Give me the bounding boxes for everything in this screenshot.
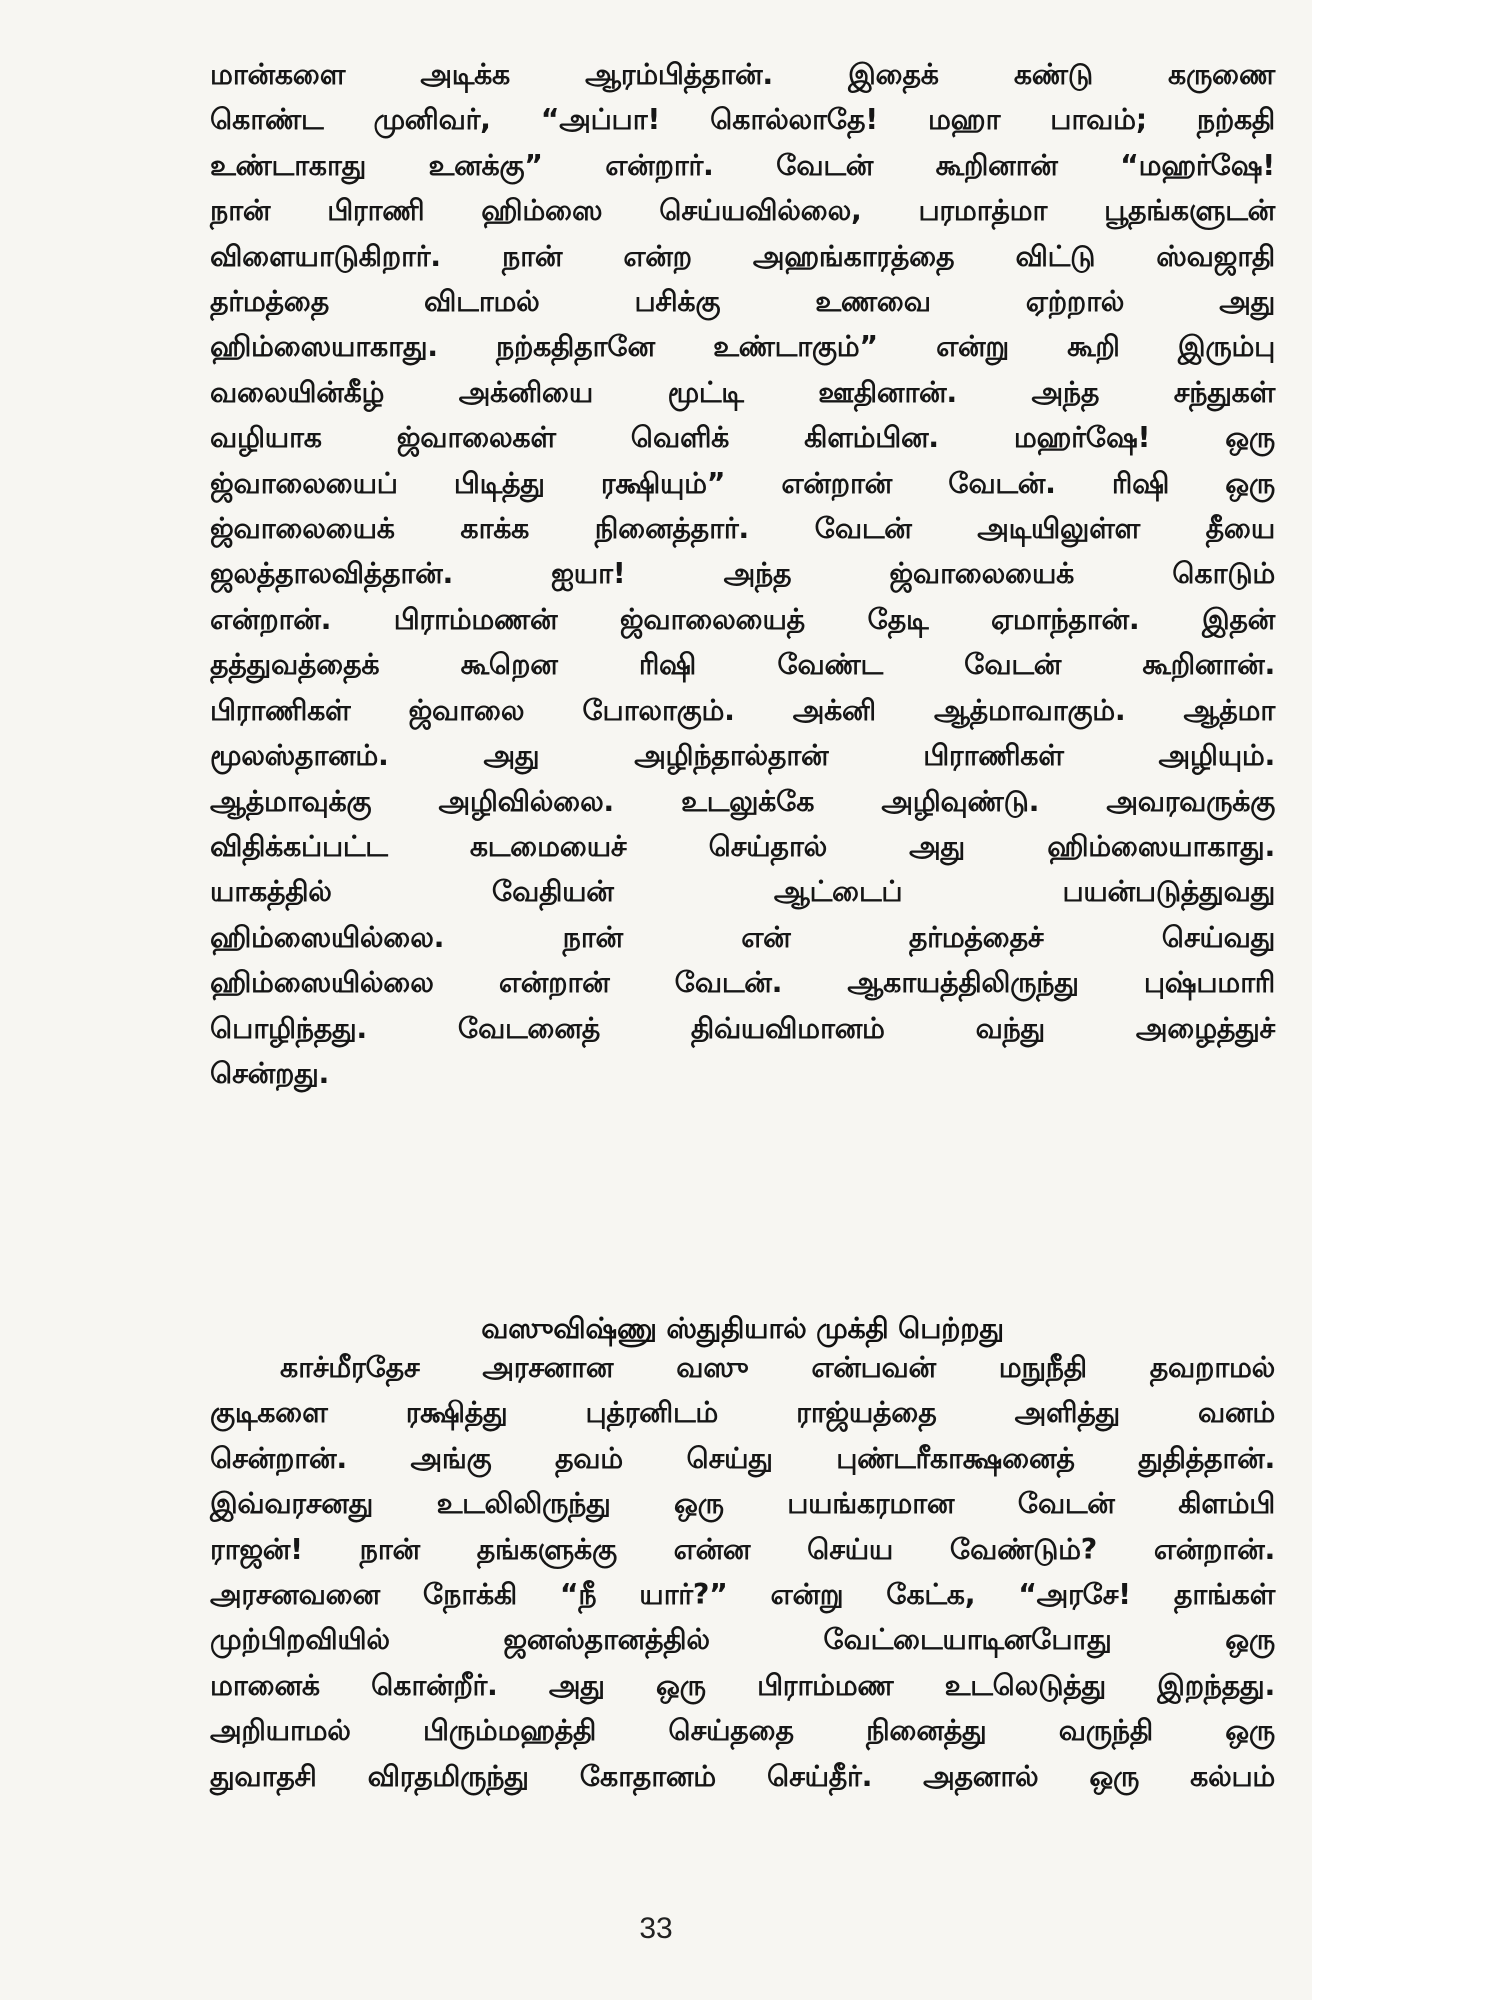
text-line: காச்மீரதேச அரசனான வஸு என்பவன் மநுநீதி தவறாமல் <box>280 1351 1275 1384</box>
text-line: வலையின்கீழ் அக்னியை மூட்டி ஊதினான். அந்த சந்துகள் <box>210 375 1275 409</box>
text-line: ஹிம்ஸையில்லை என்றான் வேடன். ஆகாயத்திலிருந்து புஷ்பமாரி <box>210 966 1275 1000</box>
text-line: சென்றது. <box>210 1056 330 1090</box>
text-line: ஜலத்தாலவித்தான். ஐயா! அந்த ஜ்வாலையைக் கொடும் <box>210 557 1275 591</box>
text-line: மானைக் கொன்றீர். அது ஒரு பிராம்மண உடலெடுத்து இறந்தது. <box>210 1668 1275 1702</box>
section-heading: வஸுவிஷ்ணு ஸ்துதியால் முக்தி பெற்றது <box>481 1312 1004 1345</box>
text-line: ஹிம்ஸையாகாது. நற்கதிதானே உண்டாகும்” என்று கூறி இரும்பு <box>210 330 1275 364</box>
text-line: மூலஸ்தானம். அது அழிந்தால்தான் பிராணிகள் அழியும். <box>210 739 1275 773</box>
text-line: பொழிந்தது. வேடனைத் திவ்யவிமானம் வந்து அழைத்துச் <box>210 1011 1275 1045</box>
text-line: ஹிம்ஸையில்லை. நான் என் தர்மத்தைச் செய்வது <box>210 920 1275 954</box>
text-line: ஜ்வாலையைக் காக்க நினைத்தார். வேடன் அடியிலுள்ள தீயை <box>210 512 1275 546</box>
text-line: விளையாடுகிறார். நான் என்ற அஹங்காரத்தை விட்டு ஸ்வஜாதி <box>210 239 1275 273</box>
text-line: இவ்வரசனது உடலிலிருந்து ஒரு பயங்கரமான வேடன் கிளம்பி <box>210 1487 1275 1521</box>
text-line: யாகத்தில் வேதியன் ஆட்டைப் பயன்படுத்துவது <box>210 875 1275 909</box>
text-line: சென்றான். அங்கு தவம் செய்து புண்டரீகாக்ஷனைத் துதித்தான். <box>210 1441 1275 1475</box>
text-line: ராஜன்! நான் தங்களுக்கு என்ன செய்ய வேண்டும்? என்றான். <box>210 1532 1275 1566</box>
text-line: வழியாக ஜ்வாலைகள் வெளிக் கிளம்பின. மஹர்ஷே! ஒரு <box>210 421 1275 455</box>
paragraph-1 <box>210 52 1275 1096</box>
text-line: நான் பிராணி ஹிம்ஸை செய்யவில்லை, பரமாத்மா பூதங்களுடன் <box>210 194 1275 228</box>
text-line: விதிக்கப்பட்ட கடமையைச் செய்தால் அது ஹிம்ஸையாகாது. <box>210 829 1275 863</box>
text-line: தர்மத்தை விடாமல் பசிக்கு உணவை ஏற்றால் அது <box>210 285 1275 319</box>
text-line: என்றான். பிராம்மணன் ஜ்வாலையைத் தேடி ஏமாந்தான். இதன் <box>210 602 1275 636</box>
text-line: ஜ்வாலையைப் பிடித்து ரக்ஷியும்” என்றான் வேடன். ரிஷி ஒரு <box>210 466 1275 500</box>
text-line: உண்டாகாது உனக்கு” என்றார். வேடன் கூறினான் “மஹர்ஷே! <box>210 148 1275 182</box>
text-line: மான்களை அடிக்க ஆரம்பித்தான். இதைக் கண்டு கருணை <box>210 58 1275 91</box>
paragraph-2 <box>210 1345 1275 1799</box>
text-line: அறியாமல் பிரும்மஹத்தி செய்ததை நினைத்து வருந்தி ஒரு <box>210 1714 1275 1748</box>
text-line: கொண்ட முனிவர், “அப்பா! கொல்லாதே! மஹா பாவம்; நற்கதி <box>210 103 1275 137</box>
text-line: பிராணிகள் ஜ்வாலை போலாகும். அக்னி ஆத்மாவாகும். ஆத்மா <box>210 693 1275 727</box>
text-line: முற்பிறவியில் ஜனஸ்தானத்தில் வேட்டையாடினபோது ஒரு <box>210 1623 1275 1657</box>
text-line: அரசனவனை நோக்கி “நீ யார்?” என்று கேட்க, “அரசே! தாங்கள் <box>210 1578 1275 1612</box>
text-line: ஆத்மாவுக்கு அழிவில்லை. உடலுக்கே அழிவுண்டு. அவரவருக்கு <box>210 784 1275 818</box>
text-line: தத்துவத்தைக் கூறென ரிஷி வேண்ட வேடன் கூறினான். <box>210 648 1275 682</box>
text-line: துவாதசி விரதமிருந்து கோதானம் செய்தீர். அதனால் ஒரு கல்பம் <box>210 1759 1275 1793</box>
text-line: குடிகளை ரக்ஷித்து புத்ரனிடம் ராஜ்யத்தை அளித்து வனம் <box>210 1396 1275 1430</box>
page-number: 33 <box>639 1912 673 1945</box>
